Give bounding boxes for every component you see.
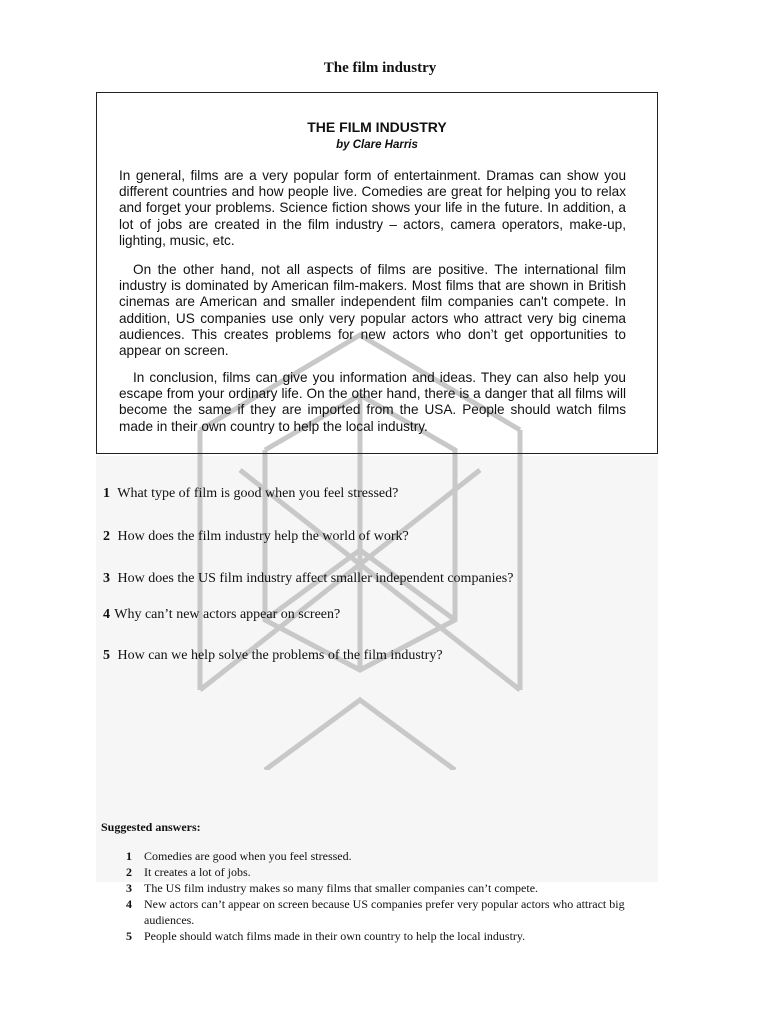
answer-number: 4 [126,897,132,911]
answer-text: Comedies are good when you feel stressed. [144,849,352,863]
question-number: 4 [103,607,110,622]
question-text: How can we help solve the problems of the film industry? [117,648,443,663]
question-number: 1 [103,486,110,501]
question-text: What type of film is good when you feel stressed? [117,486,399,501]
question-text: Why can’t new actors appear on screen? [114,607,341,622]
answers-list [126,848,666,944]
answer-text: New actors can’t appear on screen because US companies prefer very popular actors who attract big audiences. [144,897,625,927]
article-box [96,92,658,454]
answer-text: It creates a lot of jobs. [144,865,251,879]
suggested-answers-heading: Suggested answers: [101,820,201,834]
article-paragraph: In general, films are a very popular form of entertainment. Dramas can show you different countries and how people live. Comedies are great for helping you to relax and forget your problems. Science fiction shows your life in the future. In addition, a lot of jobs are created in the film industry – actors, camera operators, make-up, lighting, music, etc. [119,168,626,248]
answer-number: 5 [126,929,132,943]
answer-number: 3 [126,881,132,895]
question-item [103,607,340,623]
question-item [103,486,398,502]
question-item [103,571,513,587]
question-number: 3 [103,571,110,586]
question-number: 2 [103,529,110,544]
answer-text: The US film industry makes so many films that smaller companies can’t compete. [144,881,539,895]
answer-item [126,896,666,928]
article-paragraph: In conclusion, films can give you information and ideas. They can also help you escape from your ordinary life. On the other hand, there is a danger that all films will become the same if they are imported from the USA. People should watch films made in their own country to help the local industry. [119,370,626,434]
question-number: 5 [103,648,110,663]
answer-item [126,864,666,880]
question-text: How does the film industry help the world of work? [117,529,409,544]
answer-item [126,848,666,864]
answer-text: People should watch films made in their own country to help the local industry. [144,929,526,943]
answer-item [126,880,666,896]
question-item [103,648,443,664]
answer-item [126,928,666,944]
article-author: by Clare Harris [336,139,418,151]
answer-number: 1 [126,849,132,863]
question-item [103,529,409,545]
shaded-question-area [96,456,658,882]
page-title: The film industry [323,60,437,76]
question-text: How does the US film industry affect smaller independent companies? [117,571,514,586]
article-title: THE FILM INDUSTRY [307,119,447,135]
answer-number: 2 [126,865,132,879]
article-paragraph: On the other hand, not all aspects of films are positive. The international film industry is dominated by American film-makers. Most films that are shown in British cinemas are American and smaller independent film companies can't compete. In addition, US companies use only very popular actors who attract very big cinema audiences. This creates problems for new actors who don’t get opportunities to appear on screen. [119,262,626,359]
